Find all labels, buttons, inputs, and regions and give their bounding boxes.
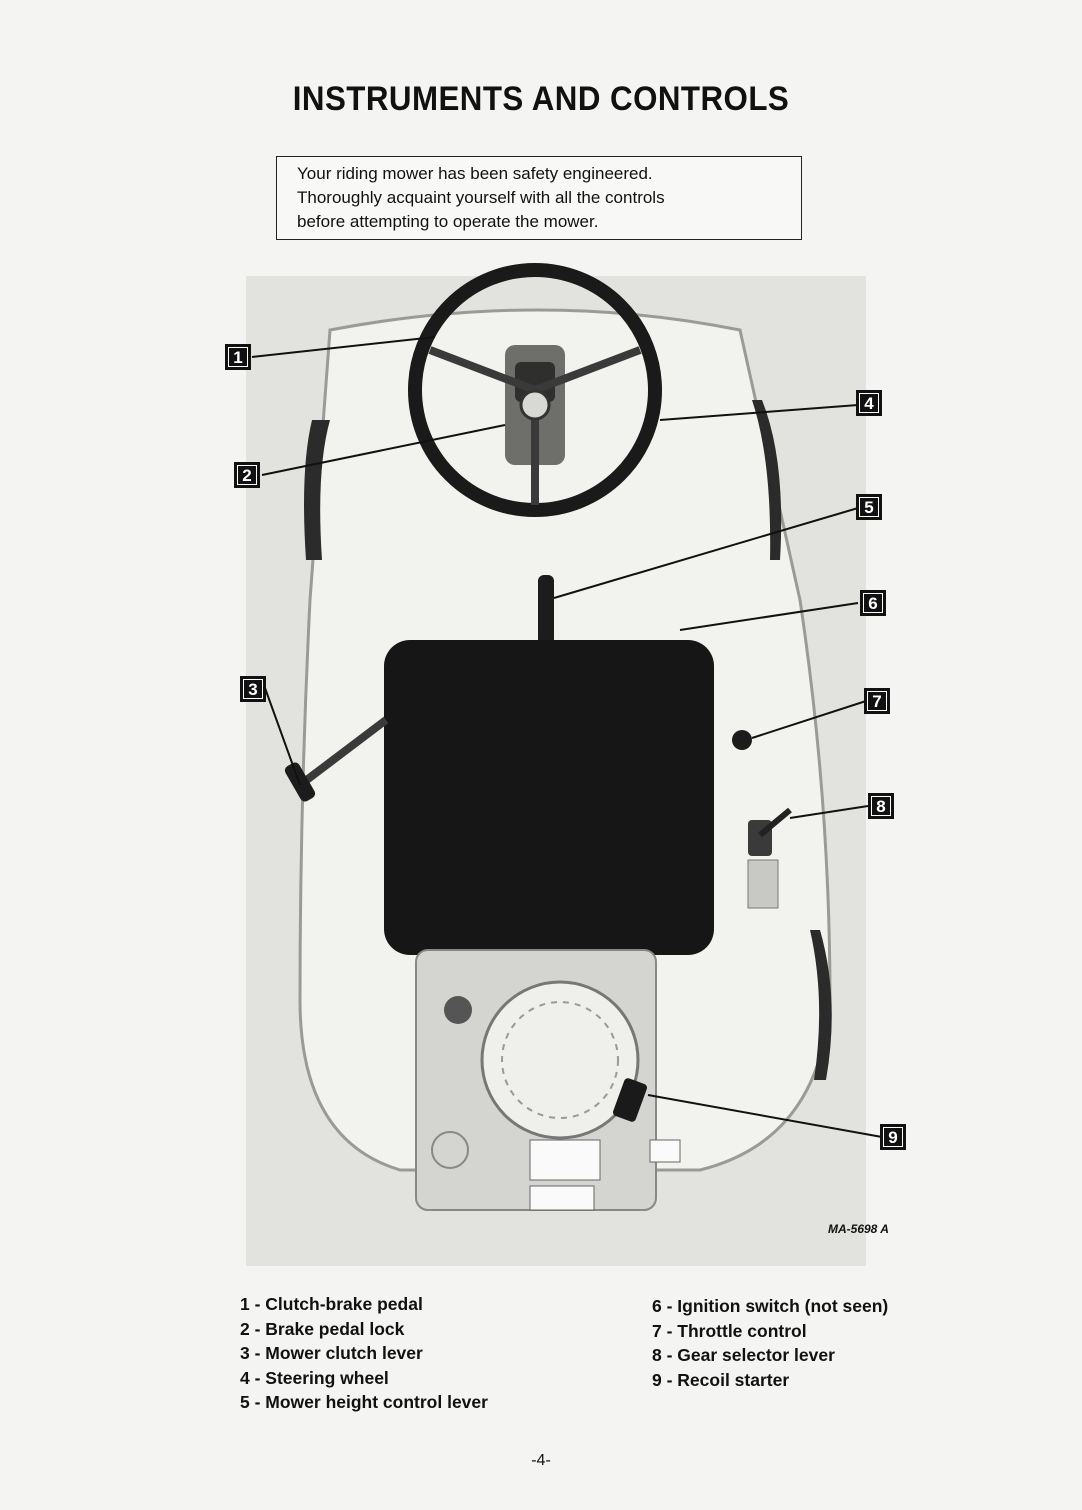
safety-notice-line: Your riding mower has been safety engineered. [297,164,653,183]
safety-notice-line: before attempting to operate the mower. [297,212,599,231]
callout-8: 8 [868,793,894,819]
callout-1: 1 [225,344,251,370]
callout-9: 9 [880,1124,906,1150]
legend-item: 9 - Recoil starter [652,1369,790,1390]
legend-item: 4 - Steering wheel [240,1367,389,1388]
callout-5: 5 [856,494,882,520]
legend-item: 6 - Ignition switch (not seen) [652,1296,889,1316]
legend-right [652,1294,888,1392]
callout-3: 3 [240,676,266,702]
legend-item: 3 - Mower clutch lever [240,1343,423,1363]
legend-left [240,1292,488,1415]
legend-item: 7 - Throttle control [652,1320,807,1341]
seat [384,640,714,955]
safety-notice-line: Thoroughly acquaint yourself with all the controls [297,188,665,207]
callout-6: 6 [860,590,886,616]
callout-4: 4 [856,390,882,416]
legend-item: 2 - Brake pedal lock [240,1318,405,1339]
height-lever [538,575,554,645]
figure-code: MA-5698 A [828,1222,889,1236]
legend-item: 1 - Clutch-brake pedal [240,1294,423,1314]
page-title: INSTRUMENTS AND CONTROLS [292,80,790,118]
throttle-knob [732,730,752,750]
page-number: -4- [531,1452,551,1469]
legend-item: 5 - Mower height control lever [240,1392,488,1412]
callout-2: 2 [234,462,260,488]
callout-7: 7 [864,688,890,714]
legend-item: 8 - Gear selector lever [652,1345,835,1365]
